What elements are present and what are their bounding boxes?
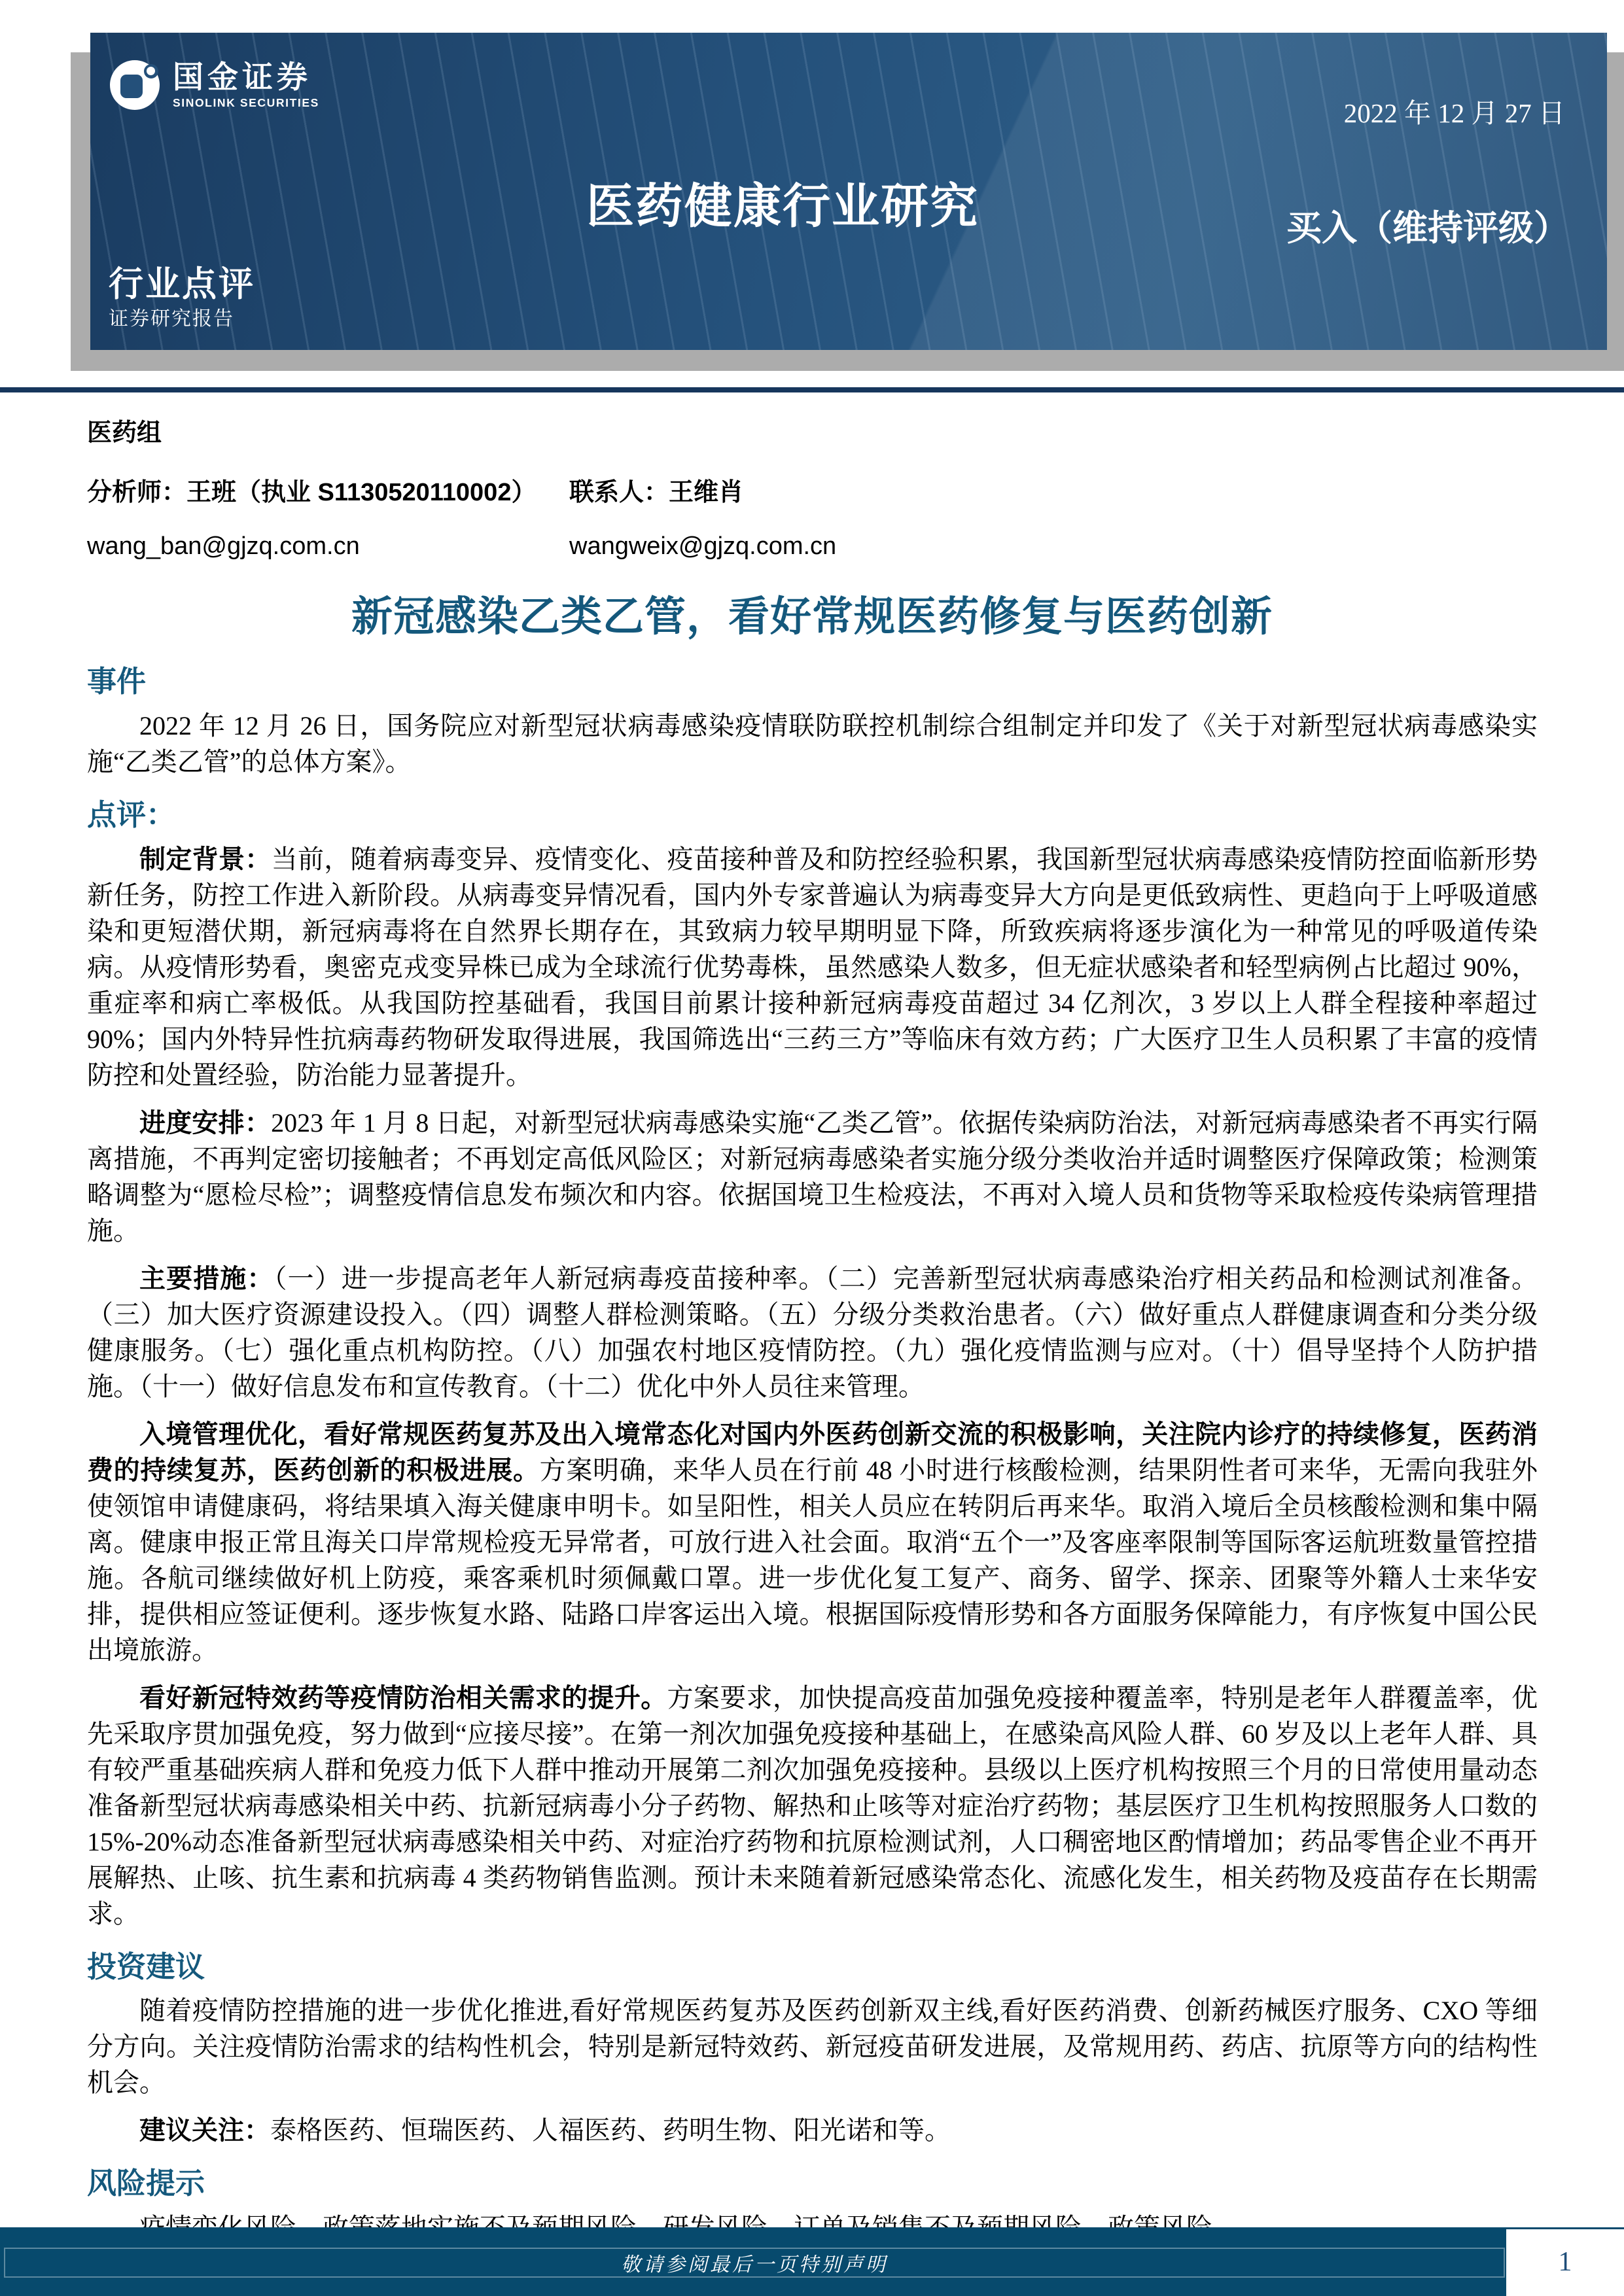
paragraph-lead: 制定背景： — [139, 844, 272, 874]
analyst-block — [87, 412, 1559, 561]
paragraph-text: 方案要求，加快提高疫苗加强免疫接种覆盖率，特别是老年人群覆盖率，优先采取序贯加强免疫，努力做到“应接尽接”。在第一剂次加强免疫接种基础上，在感染高风险人群、60 岁及以上老年人群、具有较严重基础疾病人群和免疫力低下人群中推动开展第二剂次加强免疫接种。县级以上医疗机构按照三个月的日常使用量动态准备新型冠状病毒感染相关中药、抗新冠病毒小分子药物、解热和止咳等对症治疗药物；基层医疗卫生机构按照服务人口数的 15%-20%动态准备新型冠状病毒感染相关中药、对症治疗药物和抗原检测试剂，人口稠密地区酌情增加；药品零售企业不再开展解热、止咳、抗生素和抗病毒 4 类药物销售监测。预计未来随着新冠感染常态化、流感化发生，相关药物及疫苗存在长期需求。 — [87, 1682, 1538, 1928]
analyst-group: 医药组 — [87, 419, 162, 447]
contact-name: 联系人：王维肖 — [569, 479, 744, 506]
sinolink-logo-icon — [110, 60, 160, 110]
analyst-name: 分析师：王班（执业 S1130520110002） — [87, 479, 537, 506]
analyst-email: wang_ban@gjzq.com.cn — [87, 532, 360, 560]
paragraph-text: 2022 年 12 月 26 日，国务院应对新型冠状病毒感染疫情联防联控机制综合组制定并印发了《关于对新型冠状病毒感染实施“乙类乙管”的总体方案》。 — [87, 710, 1538, 776]
section-heading-investment: 投资建议 — [87, 1949, 205, 1983]
paragraph-lead: 入境管理优化，看好常规医药复苏及出入境常态化对国内外医药创新交流的积极影响，关注院内诊疗的持续修复，医药消费的持续复苏，医药创新的积极进展。 — [87, 1419, 1538, 1485]
logo-text — [173, 61, 319, 109]
paragraph-text: 泰格医药、恒瑞医药、人福医药、药明生物、阳光诺和等。 — [270, 2115, 951, 2146]
paragraph-text: 方案明确，来华人员在行前 48 小时进行核酸检测，结果阴性者可来华，无需向我驻外使领馆申请健康码，将结果填入海关健康申明卡。如呈阳性，相关人员应在转阴后再来华。取消入境后全员核酸检测和集中隔离。健康申报正常且海关口岸常规检疫无异常者，可放行进入社会面。取消“五个一”及客座率限制等国际客运航班数量管控措施。各航司继续做好机上防疫，乘客乘机时须佩戴口罩。进一步优化复工复产、商务、留学、探亲、团聚等外籍人士来华安排，提供相应签证便利。逐步恢复水路、陆路口岸客运出入境。根据国际疫情形势和各方面服务保障能力，有序恢复中国公民出境旅游。 — [87, 1455, 1538, 1665]
footer-disclaimer: 敬请参阅最后一页特别声明 — [621, 2254, 888, 2276]
report-body — [87, 665, 1538, 2257]
section-heading-risk: 风险提示 — [87, 2166, 205, 2200]
page-number: 1 — [1558, 2247, 1572, 2277]
report-category: 证券研究报告 — [109, 308, 234, 330]
logo-name-cn: 国金证券 — [173, 59, 311, 94]
paragraph-text: 2023 年 1 月 8 日起，对新型冠状病毒感染实施“乙类乙管”。依据传染病防治法，对新冠病毒感染者不再实行隔离措施，不再判定密切接触者；不再划定高低风险区；对新冠病毒感染者实施分级分类收治并适时调整医疗保障政策；检测策略调整为“愿检尽检”；调整疫情信息发布频次和内容。依据国境卫生检疫法，不再对入境人员和货物等采取检疫传染病管理措施。 — [87, 1107, 1538, 1245]
contact-email: wangweix@gjzq.com.cn — [569, 532, 837, 560]
paragraph-lead: 进度安排： — [139, 1107, 272, 1138]
page-number-box — [1506, 2229, 1624, 2296]
section-heading-comment: 点评： — [87, 797, 176, 831]
page-footer — [0, 2227, 1624, 2296]
paragraph-text: 当前，随着病毒变异、疫情变化、疫苗接种普及和防控经验积累，我国新型冠状病毒感染疫情防控面临新形势新任务，防控工作进入新阶段。从病毒变异情况看，国内外专家普遍认为病毒变异大方向是更低致病性、更趋向于上呼吸道感染和更短潜伏期，新冠病毒将在自然界长期存在，其致病力较早期明显下降，所致疾病将逐步演化为一种常见的呼吸道传染病。从疫情形势看，奥密克戎变异株已成为全球流行优势毒株，虽然感染人数多，但无症状感染者和轻型病例占比超过 90%，重症率和病亡率极低。从我国防控基础看，我国目前累计接种新冠病毒疫苗超过 34 亿剂次，3 岁以上人群全程接种率超过 90%；国内外特异性抗病毒药物研发取得进展，我国筛选出“三药三方”等临床有效方药；广大医疗卫生人员积累了丰富的疫情防控和处置经验，防治能力显著提升。 — [87, 844, 1538, 1090]
paragraph-lead: 看好新冠特效药等疫情防治相关需求的提升。 — [139, 1682, 667, 1713]
header-banner — [90, 33, 1607, 350]
comment-paragraph — [87, 841, 1538, 1093]
header-divider — [0, 387, 1624, 392]
paragraph-lead: 主要措施： — [139, 1263, 274, 1293]
comment-paragraph — [87, 1416, 1538, 1668]
comment-paragraph — [87, 1105, 1538, 1249]
footer-disclaimer-row — [4, 2248, 1505, 2278]
paragraph-text: （一）进一步提高老年人新冠病毒疫苗接种率。（二）完善新型冠状病毒感染治疗相关药品和检测试剂准备。（三）加大医疗资源建设投入。（四）调整人群检测策略。（五）分级分类救治患者。（六）做好重点人群健康调查和分类分级健康服务。（七）强化重点机构防控。（八）加强农村地区疫情防控。（九）强化疫情监测与应对。（十）倡导坚持个人防护措施。（十一）做好信息发布和宣传教育。（十二）优化中外人员往来管理。 — [87, 1263, 1538, 1401]
company-logo — [110, 60, 319, 110]
paragraph-text: 随着疫情防控措施的进一步优化推进,看好常规医药复苏及医药创新双主线,看好医药消费、创新药械医疗服务、CXO 等细分方向。关注疫情防治需求的结构性机会，特别是新冠特效药、新冠疫苗研发进展，及常规用药、药店、抗原等方向的结构性机会。 — [87, 1996, 1538, 2098]
report-date: 2022 年 12 月 27 日 — [1343, 98, 1565, 128]
section-heading-event: 事件 — [87, 665, 147, 698]
report-type: 行业点评 — [109, 265, 255, 304]
logo-name-en: SINOLINK SECURITIES — [173, 96, 319, 109]
rating-badge: 买入（维持评级） — [1286, 209, 1569, 248]
paragraph-lead: 建议关注： — [139, 2115, 270, 2146]
comment-paragraph — [87, 1680, 1538, 1932]
investment-paragraph — [87, 2112, 1538, 2148]
event-paragraph — [87, 708, 1538, 780]
document-title: 新冠感染乙类乙管，看好常规医药修复与医药创新 — [351, 594, 1273, 640]
industry-research-title: 医药健康行业研究 — [586, 180, 979, 233]
investment-paragraph — [87, 1992, 1538, 2100]
comment-paragraph — [87, 1261, 1538, 1404]
